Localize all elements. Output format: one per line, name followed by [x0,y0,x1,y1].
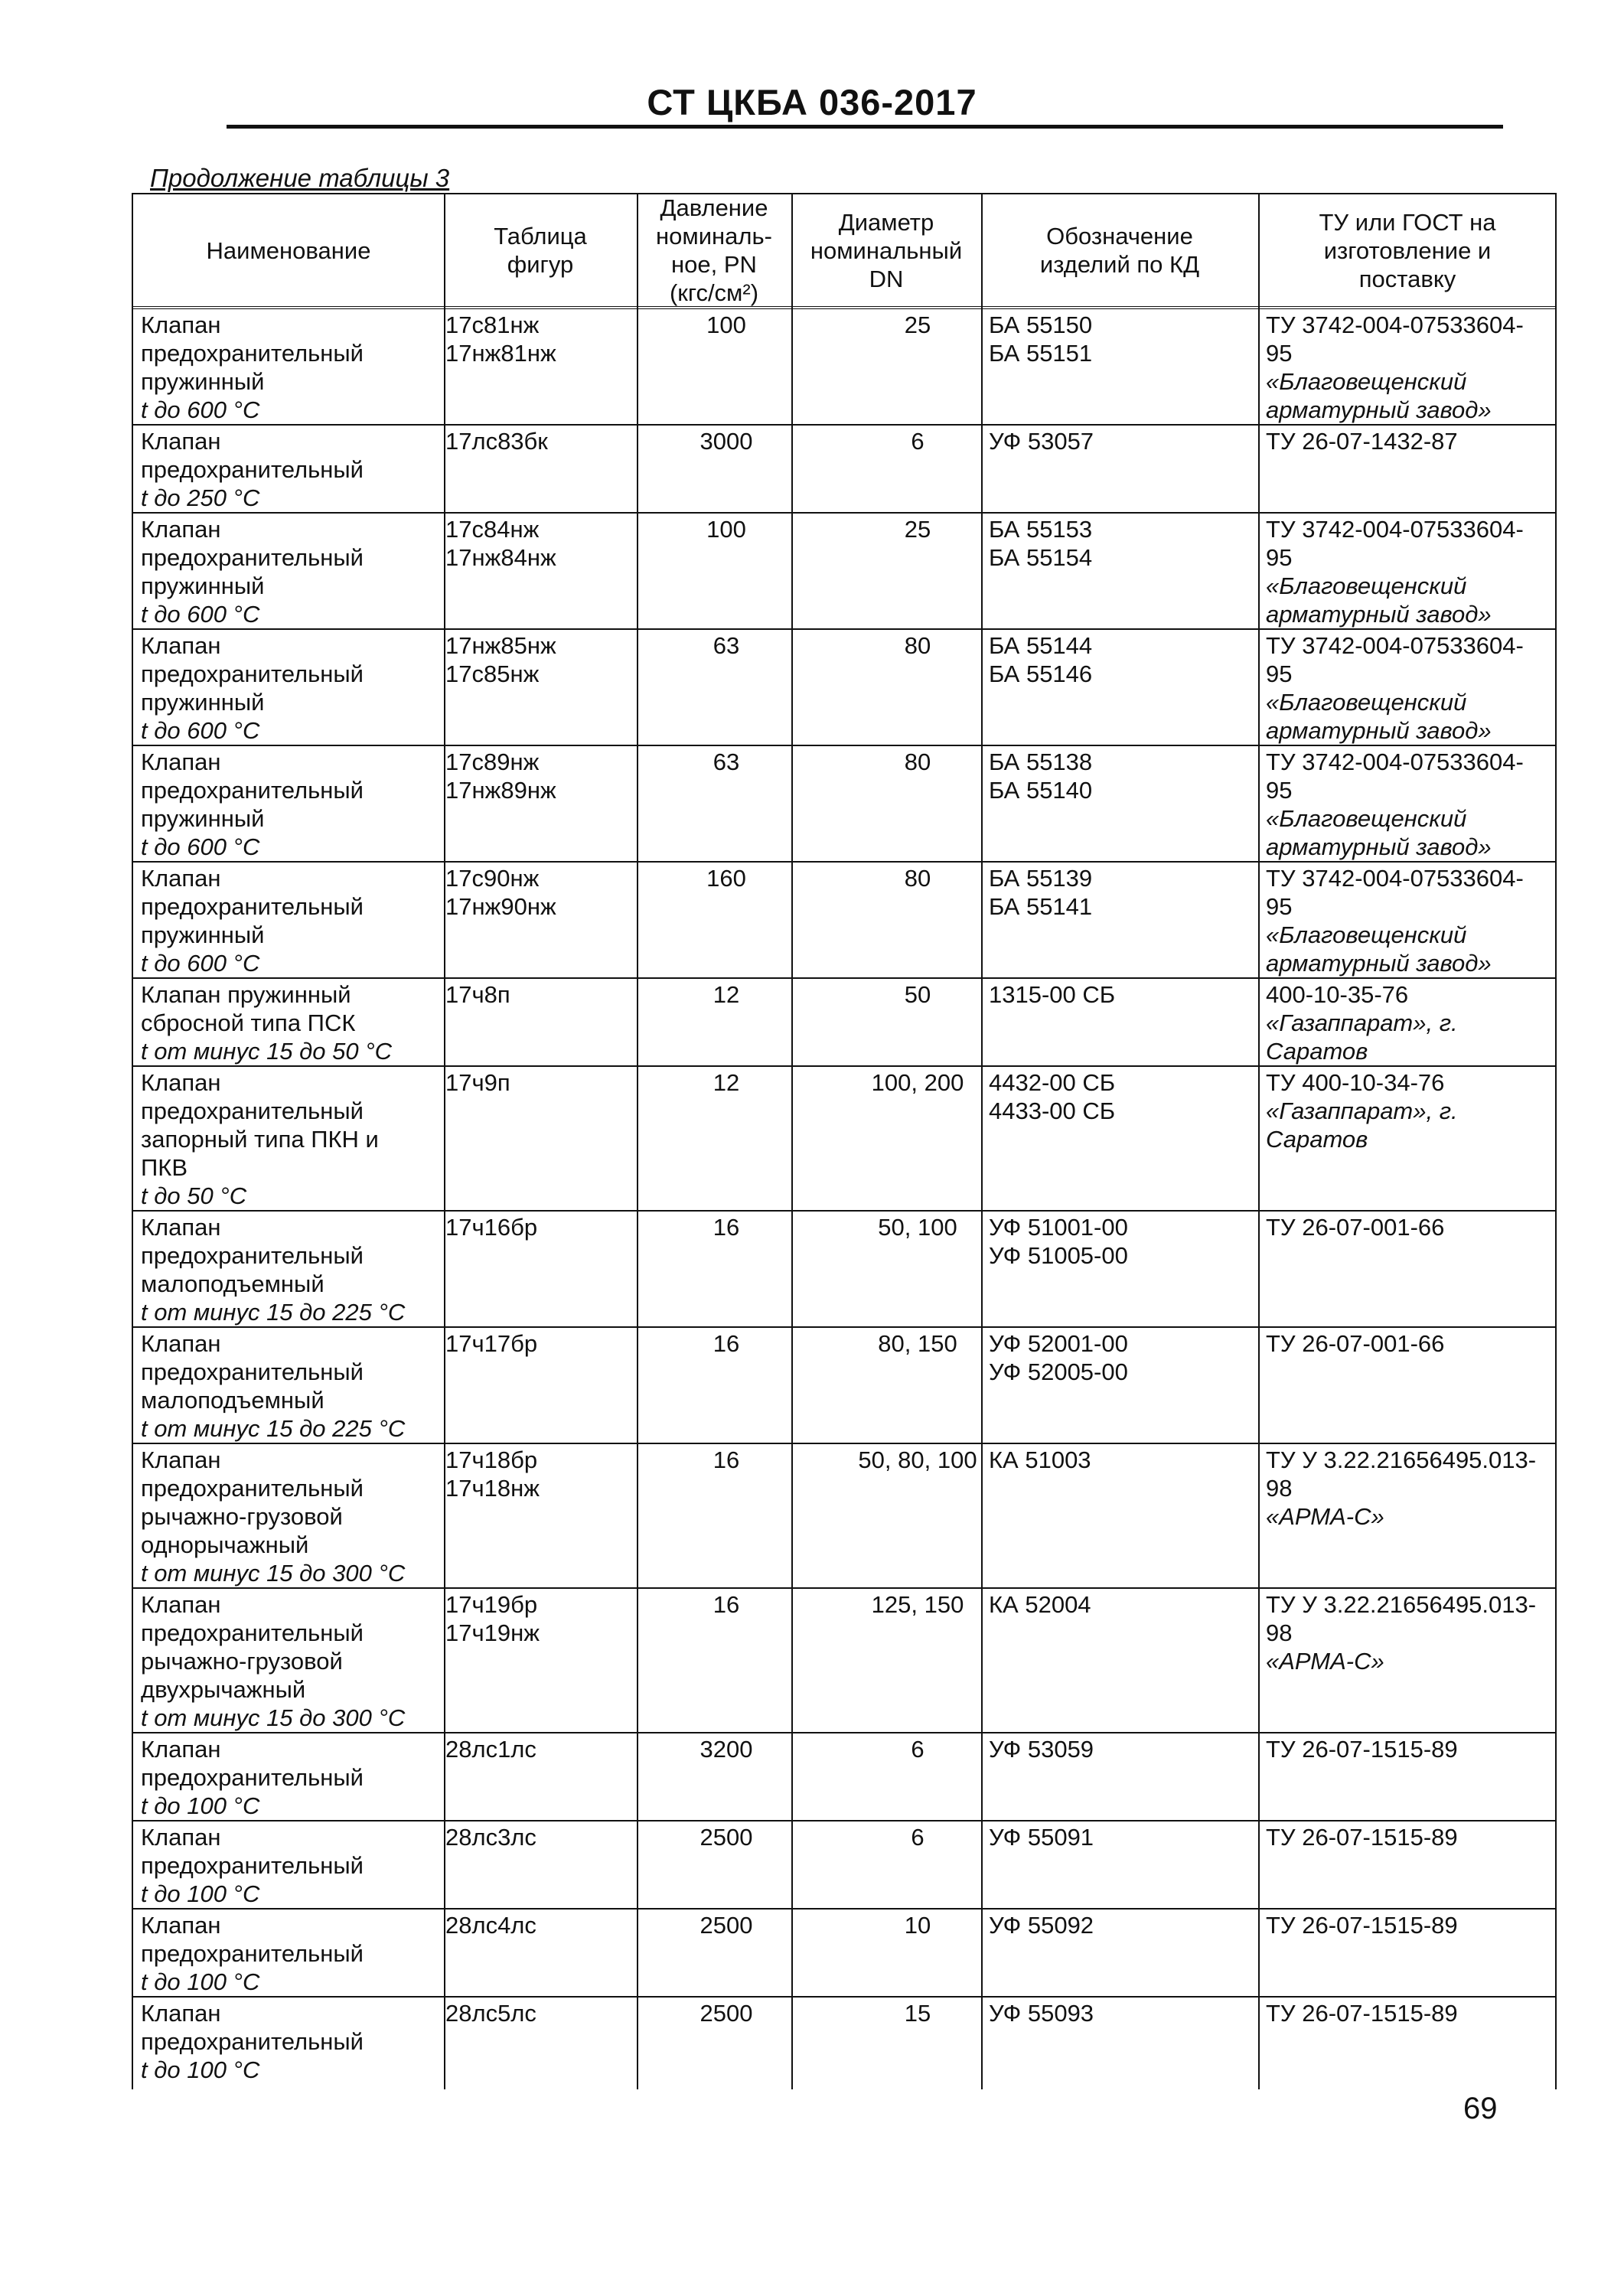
cell-figure: 28лс5лс [445,2000,536,2027]
cell-diameter: 50, 100 [878,1214,957,1241]
cell-pressure: 12 [713,1069,740,1096]
cell-figure: 17ч9п [445,1069,510,1096]
cell-figure: 17лс83бк [445,428,548,455]
cell-spec: ТУ 3742-004-07533604- 95 «Благовещенский арматурный завод» [1266,311,1524,423]
cell-diameter: 6 [911,1736,925,1763]
cell-diameter: 15 [904,2000,931,2027]
cell-name: Клапан предохранительный пружинный t до 600 °С [141,632,364,744]
cell-name: Клапан предохранительный малоподъемный t от минус 15 до 225 °С [141,1330,406,1442]
cell-name: Клапан предохранительный t до 100 °С [141,1912,364,1995]
cell-diameter: 80, 150 [878,1330,957,1357]
cell-pressure: 12 [713,981,740,1008]
cell-pressure: 16 [713,1446,740,1473]
cell-figure: 17ч19бр 17ч19нж [445,1591,540,1646]
cell-spec: ТУ 26-07-1515-89 [1266,1824,1458,1851]
cell-spec: ТУ У 3.22.21656495.013- 98 «АРМА-С» [1266,1591,1537,1675]
cell-name: Клапан предохранительный рычажно-грузовой двухрычажный t от минус 15 до 300 °С [141,1591,406,1731]
table-row [133,630,1555,746]
table-row [133,1589,1555,1733]
cell-figure: 28лс3лс [445,1824,536,1851]
table-row [133,746,1555,863]
cell-name: Клапан предохранительный t до 100 °С [141,1824,364,1907]
cell-figure: 17ч8п [445,981,510,1008]
cell-name: Клапан предохранительный малоподъемный t от минус 15 до 225 °С [141,1214,406,1326]
cell-name: Клапан предохранительный рычажно-грузовой однорычажный t от минус 15 до 300 °С [141,1446,406,1587]
table-row [133,1910,1555,1998]
cell-pressure: 63 [713,632,740,659]
cell-designation: УФ 55091 [989,1824,1094,1851]
cell-diameter: 80 [904,865,931,892]
cell-figure: 17с84нж 17нж84нж [445,516,556,571]
cell-figure: 28лс4лс [445,1912,536,1939]
valve-table [132,193,1557,2089]
cell-diameter: 80 [904,632,931,659]
cell-name: Клапан предохранительный пружинный t до 600 °С [141,748,364,860]
cell-pressure: 2500 [699,2000,753,2027]
table-row [133,863,1555,979]
header-diameter: Диаметр номинальный DN [810,208,963,292]
header-pressure: Давление номиналь- ное, PN (кгс/см²) [656,194,772,306]
cell-name: Клапан предохранительный t до 100 °С [141,2000,364,2083]
cell-diameter: 25 [904,311,931,338]
cell-diameter: 50, 80, 100 [858,1446,977,1473]
table-row [133,1067,1555,1212]
table-row [133,309,1555,426]
cell-designation: КА 52004 [989,1591,1091,1618]
cell-diameter: 50 [904,981,931,1008]
table-row [133,1444,1555,1589]
cell-spec: ТУ У 3.22.21656495.013- 98 «АРМА-С» [1266,1446,1537,1530]
cell-spec: ТУ 26-07-001-66 [1266,1214,1445,1241]
cell-pressure: 16 [713,1330,740,1357]
cell-designation: БА 55153 БА 55154 [989,516,1093,571]
cell-pressure: 3000 [699,428,753,455]
table-row [133,1998,1555,2086]
cell-spec: ТУ 26-07-1515-89 [1266,2000,1458,2027]
cell-pressure: 2500 [699,1912,753,1939]
cell-name: Клапан пружинный сбросной типа ПСК t от минус 15 до 50 °С [141,981,393,1065]
cell-spec: ТУ 26-07-1515-89 [1266,1736,1458,1763]
cell-designation: УФ 52001-00 УФ 52005-00 [989,1330,1128,1385]
cell-spec: ТУ 3742-004-07533604- 95 «Благовещенский арматурный завод» [1266,748,1524,860]
cell-designation: УФ 53059 [989,1736,1094,1763]
cell-name: Клапан предохранительный запорный типа ПКН и ПКВ t до 50 °С [141,1069,379,1209]
cell-diameter: 25 [904,516,931,543]
cell-diameter: 6 [911,428,925,455]
header-name: Наименование [206,236,371,264]
cell-designation: БА 55150 БА 55151 [989,311,1093,367]
cell-spec: ТУ 26-07-1515-89 [1266,1912,1458,1939]
cell-spec: ТУ 400-10-34-76 «Газаппарат», г. Саратов [1266,1069,1458,1153]
cell-pressure: 2500 [699,1824,753,1851]
cell-designation: КА 51003 [989,1446,1091,1473]
document-code: СТ ЦКБА 036-2017 [647,82,977,122]
table-row [133,1733,1555,1821]
cell-diameter: 100, 200 [871,1069,964,1096]
header-spec: ТУ или ГОСТ на изготовление и поставку [1319,208,1496,292]
cell-designation: УФ 55092 [989,1912,1094,1939]
cell-designation: УФ 55093 [989,2000,1094,2027]
cell-designation: УФ 51001-00 УФ 51005-00 [989,1214,1128,1269]
table-row [133,1328,1555,1444]
cell-figure: 17ч16бр [445,1214,538,1241]
cell-name: Клапан предохранительный пружинный t до 600 °С [141,865,364,977]
cell-diameter: 80 [904,748,931,775]
cell-name: Клапан предохранительный пружинный t до 600 °С [141,516,364,628]
cell-spec: ТУ 3742-004-07533604- 95 «Благовещенский арматурный завод» [1266,516,1524,628]
cell-pressure: 16 [713,1591,740,1618]
cell-diameter: 6 [911,1824,925,1851]
cell-figure: 17с90нж 17нж90нж [445,865,556,920]
cell-figure: 28лс1лс [445,1736,536,1763]
cell-spec: 400-10-35-76 «Газаппарат», г. Саратов [1266,981,1458,1065]
cell-pressure: 160 [706,865,746,892]
table-caption: Продолжение таблицы 3 [150,164,450,192]
table-header-row [133,194,1555,309]
table-row [133,426,1555,514]
cell-pressure: 16 [713,1214,740,1241]
header-figure: Таблица фигур [494,223,587,278]
cell-designation: БА 55144 БА 55146 [989,632,1093,687]
cell-designation: 1315-00 СБ [989,981,1116,1008]
cell-designation: БА 55139 БА 55141 [989,865,1093,920]
cell-pressure: 63 [713,748,740,775]
cell-pressure: 100 [706,311,746,338]
cell-name: Клапан предохранительный пружинный t до 600 °С [141,311,364,423]
cell-spec: ТУ 3742-004-07533604- 95 «Благовещенский арматурный завод» [1266,632,1524,744]
table-row [133,979,1555,1067]
cell-figure: 17ч18бр 17ч18нж [445,1446,540,1502]
header-designation: Обозначение изделий по КД [1039,223,1200,278]
cell-figure: 17с89нж 17нж89нж [445,748,556,804]
cell-designation: УФ 53057 [989,428,1094,455]
cell-pressure: 3200 [699,1736,753,1763]
cell-figure: 17ч17бр [445,1330,538,1357]
cell-diameter: 125, 150 [871,1591,964,1618]
cell-spec: ТУ 26-07-001-66 [1266,1330,1445,1357]
cell-diameter: 10 [904,1912,931,1939]
header-rule [227,125,1503,129]
cell-pressure: 100 [706,516,746,543]
table-row [133,1212,1555,1328]
table-row [133,514,1555,630]
cell-figure: 17с81нж 17нж81нж [445,311,556,367]
cell-spec: ТУ 26-07-1432-87 [1266,428,1458,455]
cell-designation: БА 55138 БА 55140 [989,748,1093,804]
cell-figure: 17нж85нж 17с85нж [445,632,556,687]
cell-spec: ТУ 3742-004-07533604- 95 «Благовещенский арматурный завод» [1266,865,1524,977]
table-row [133,1821,1555,1910]
cell-designation: 4432-00 СБ 4433-00 СБ [989,1069,1116,1124]
cell-name: Клапан предохранительный t до 250 °С [141,428,364,511]
cell-name: Клапан предохранительный t до 100 °С [141,1736,364,1819]
page-number: 69 [1463,2092,1498,2125]
